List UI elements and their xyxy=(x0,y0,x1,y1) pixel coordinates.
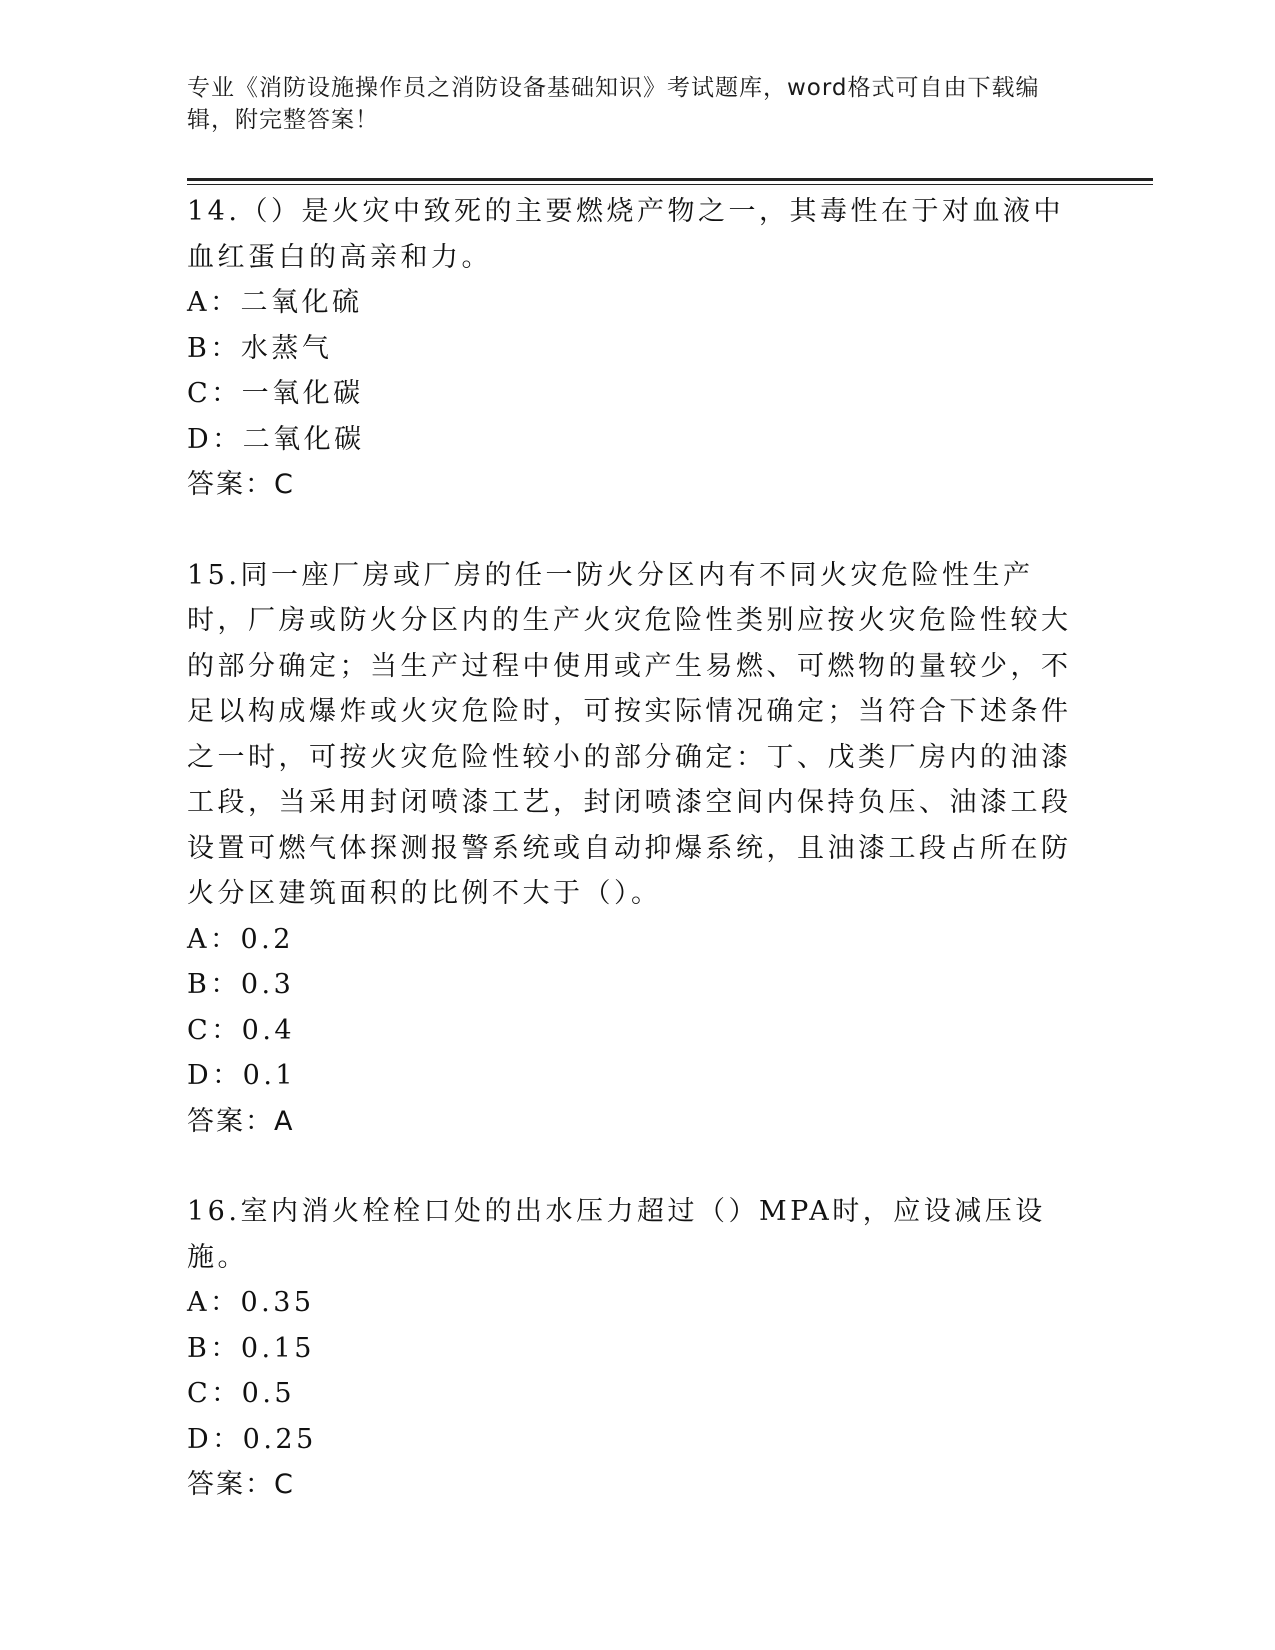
answer-line: 答案：C xyxy=(187,1469,295,1500)
option-c: C：0.4 xyxy=(187,1014,296,1046)
document-header: 专业《消防设施操作员之消防设备基础知识》考试题库，word格式可自由下载编辑，附完整答案！ xyxy=(187,75,1040,133)
option-b: B：水蒸气 xyxy=(187,332,333,364)
answer-line: 答案：A xyxy=(187,1105,295,1137)
option-d: D：0.25 xyxy=(187,1423,317,1455)
question-stem: 16.室内消火栓栓口处的出水压力超过（）MPA时，应设减压设施。 xyxy=(187,1196,1046,1273)
option-c: C：一氧化碳 xyxy=(187,378,364,409)
option-a: A：二氧化硫 xyxy=(187,287,363,318)
question-stem: 14.（）是火灾中致死的主要燃烧产物之一，其毒性在于对血液中血红蛋白的高亲和力。 xyxy=(187,196,1064,273)
option-b: B：0.15 xyxy=(187,1332,315,1364)
question-16 xyxy=(187,1189,1087,1508)
header-divider-thin xyxy=(187,184,1153,185)
option-d: D：二氧化碳 xyxy=(187,423,365,455)
option-a: A：0.35 xyxy=(187,1287,315,1318)
question-spacer xyxy=(187,508,1087,553)
question-stem: 15.同一座厂房或厂房的任一防火分区内有不同火灾危险性生产时，厂房或防火分区内的生产火灾危险性类别应按火灾危险性较大的部分确定；当生产过程中使用或产生易燃、可燃物的量较少，不足以构成爆炸或火灾危险时，可按实际情况确定；当符合下述条件之一时，可按火灾危险性较小的部分确定：丁、戊类厂房内的油漆工段，当采用封闭喷漆工艺，封闭喷漆空间内保持负压、油漆工段设置可燃气体探测报警系统或自动抑爆系统，且油漆工段占所在防火分区建筑面积的比例不大于（）。 xyxy=(187,559,1072,909)
option-c: C：0.5 xyxy=(187,1378,296,1409)
question-14 xyxy=(187,189,1087,508)
question-list xyxy=(187,189,1087,1508)
header-divider-thick xyxy=(187,178,1153,181)
question-15 xyxy=(187,553,1087,1145)
option-b: B：0.3 xyxy=(187,969,295,1000)
question-spacer xyxy=(187,1144,1087,1189)
option-d: D：0.1 xyxy=(187,1060,297,1091)
option-a: A：0.2 xyxy=(187,923,294,955)
answer-line: 答案：C xyxy=(187,469,295,500)
